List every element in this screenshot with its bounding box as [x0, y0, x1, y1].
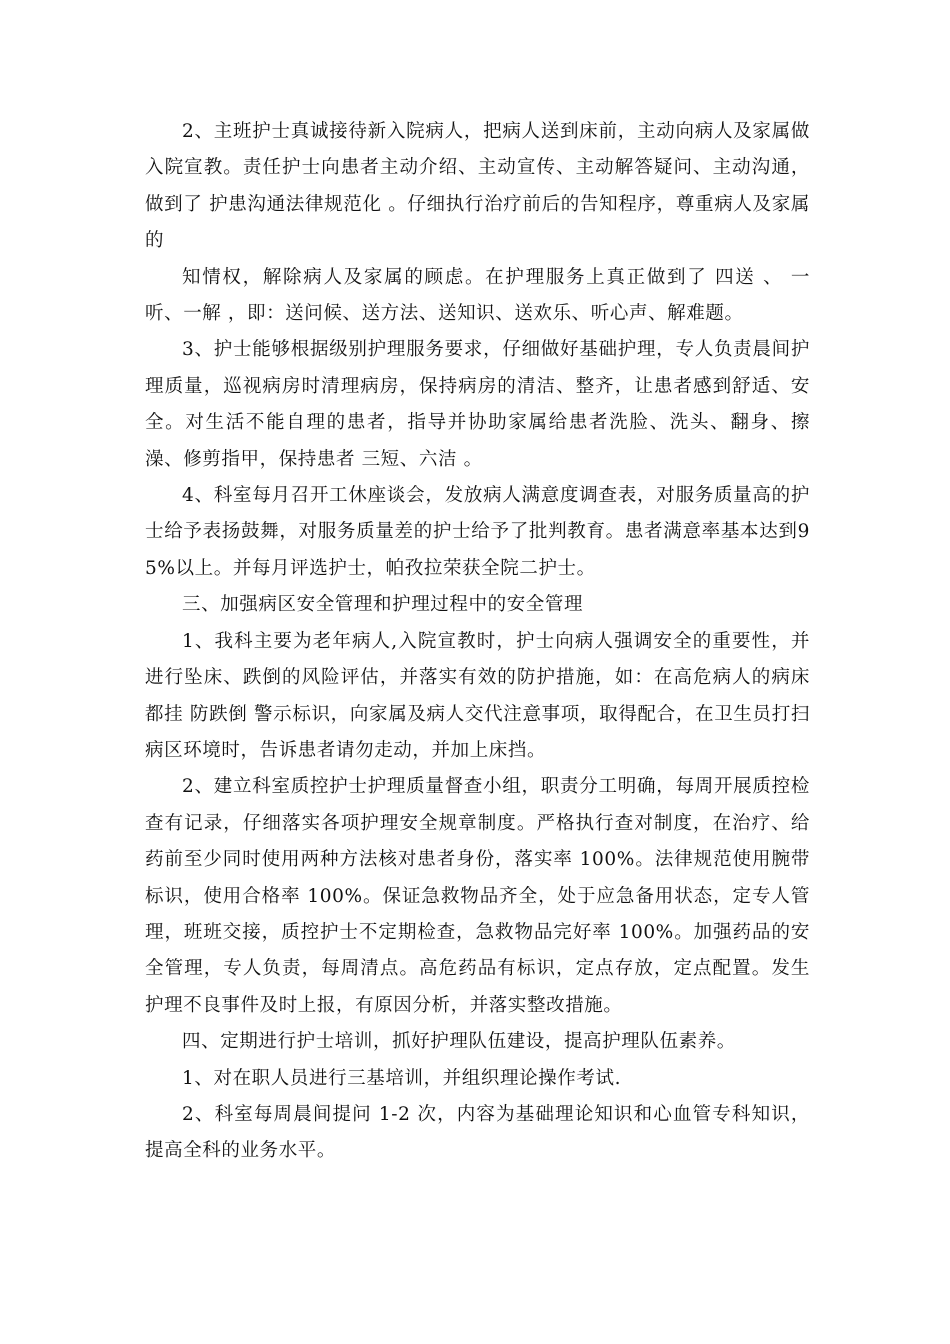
section-heading-training: 四、定期进行护士培训，抓好护理队伍建设，提高护理队伍素养。	[182, 1031, 736, 1053]
paragraph-reception: 2、主班护士真诚接待新入院病人，把病人送到床前，主动向病人及家属做入院宣教。责任护士向患者主动介绍、主动宣传、主动解答疑问、主动沟通，做到了 护患沟通法律规范化 。仔细执行治疗前后的告知程序，尊重病人及家属的	[145, 121, 810, 252]
paragraph-three-basics: 1、对在职人员进行三基培训，并组织理论操作考试.	[182, 1067, 622, 1089]
paragraph-morning-questions: 2、科室每周晨间提问 1-2 次，内容为基础理论知识和心血管专科知识，提高全科的业务水平。	[145, 1103, 810, 1162]
paragraph-right-to-know: 知情权，解除病人及家属的顾虑。在护理服务上真正做到了 四送 、 一听、一解 ，即：送问候、送方法、送知识、送欢乐、听心声、解难题。	[145, 266, 810, 325]
paragraph-fall-prevention: 1、我科主要为老年病人,入院宣教时，护士向病人强调安全的重要性，并进行坠床、跌倒的风险评估，并落实有效的防护措施，如：在高危病人的病床都挂 防跌倒 警示标识，向家属及病人交代注意事项，取得配合，在卫生员打扫病区环境时，告诉患者请勿走动，并加上床挡。	[145, 630, 810, 761]
section-heading-safety: 三、加强病区安全管理和护理过程中的安全管理	[182, 594, 584, 616]
document-body	[145, 114, 810, 1170]
paragraph-satisfaction: 4、科室每月召开工休座谈会，发放病人满意度调查表，对服务质量高的护士给予表扬鼓舞，对服务质量差的护士给予了批判教育。患者满意率基本达到95%以上。并每月评选护士，帕孜拉荣获全院二护士。	[145, 485, 810, 579]
paragraph-quality-control: 2、建立科室质控护士护理质量督查小组，职责分工明确，每周开展质控检查有记录，仔细落实各项护理安全规章制度。严格执行查对制度，在治疗、给药前至少同时使用两种方法核对患者身份，落实率 100%。法律规范使用腕带标识，使用合格率 100%。保证急救物品齐全，处于应急备用状态，定专人管理，班班交接，质控护士不定期检查，急救物品完好率 100%。加强药品的安全管理，专人负责，每周清点。高危药品有标识，定点存放，定点配置。发生护理不良事件及时上报，有原因分析，并落实整改措施。	[145, 776, 810, 1016]
paragraph-basic-nursing: 3、护士能够根据级别护理服务要求，仔细做好基础护理，专人负责晨间护理质量，巡视病房时清理病房，保持病房的清洁、整齐，让患者感到舒适、安全。对生活不能自理的患者，指导并协助家属给患者洗脸、洗头、翻身、擦澡、修剪指甲，保持患者 三短、六洁 。	[145, 339, 810, 470]
